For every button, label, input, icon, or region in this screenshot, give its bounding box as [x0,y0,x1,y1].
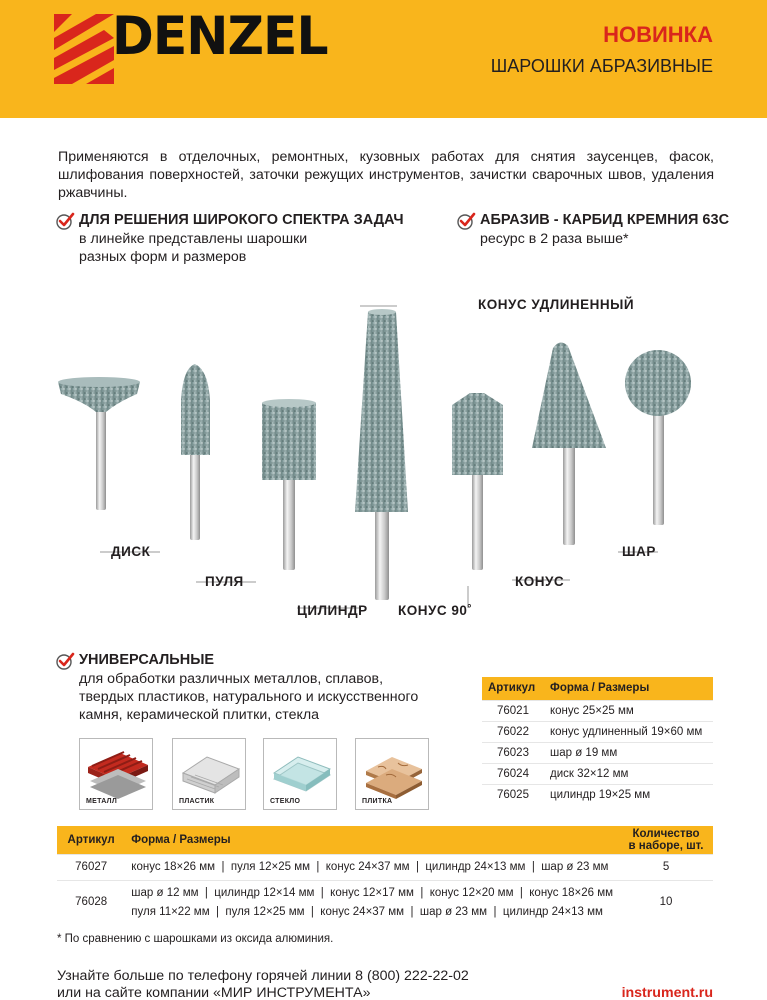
set-contents-cell [125,854,619,880]
check-icon [55,651,75,671]
brand-name: DENZEL [112,6,328,67]
label-long-cone: КОНУС УДЛИНЕННЫЙ [478,297,635,312]
bit-shapes-illustration [0,290,767,630]
table-row [482,763,713,784]
new-badge: НОВИНКА [603,22,713,47]
intro-text: Применяются в отделочных, ремонтных, кузовных работах для снятия заусенцев, фасок, шлифования поверхностей, заточки режущих инструментов, зачистки сварочных швов, удаления ржавчины. [58,149,714,201]
size-cell: шар ø 19 мм [544,742,713,763]
size-cell: диск 32×12 мм [544,763,713,784]
col-article: Артикул [482,677,544,700]
feature-title: АБРАЗИВ - КАРБИД КРЕМНИЯ 63С [480,212,730,228]
check-icon [456,211,476,231]
quantity-header-line: Количество [632,827,700,840]
article-cell: 76028 [57,880,125,925]
header-banner [0,0,767,118]
article-cell: 76027 [57,854,125,880]
col-shape-size: Форма / Размеры [544,677,713,700]
ball-bit [625,350,691,525]
bullet-bit [181,364,210,540]
article-cell: 76023 [482,742,544,763]
table-row [57,880,713,925]
cone90-bit [452,393,503,570]
material-label: МЕТАЛЛ [86,798,118,805]
table-header-row [482,677,713,700]
article-cell: 76022 [482,721,544,742]
quantity-cell: 5 [619,854,713,880]
article-cell: 76024 [482,763,544,784]
article-cell: 76025 [482,784,544,805]
feature-universal [55,652,418,724]
material-label: ПЛИТКА [362,798,393,805]
feature-wide-range [55,212,404,266]
feature-line: в линейке представлены шарошки [79,231,308,247]
single-items-table [482,677,713,805]
col-article: Артикул [57,826,125,854]
table-row [482,742,713,763]
feature-line: разных форм и размеров [79,249,247,265]
material-label: ПЛАСТИК [179,798,215,805]
table-row [482,721,713,742]
size-cell: конус удлиненный 19×60 мм [544,721,713,742]
col-shape-size: Форма / Размеры [125,826,619,854]
feature-text [456,230,729,248]
material-metal [79,738,153,810]
quantity-header-line: в наборе, шт. [628,839,704,852]
feature-title: ДЛЯ РЕШЕНИЯ ШИРОКОГО СПЕКТРА ЗАДАЧ [79,212,404,228]
size-cell: конус 25×25 мм [544,700,713,721]
label-cylinder: ЦИЛИНДР [297,603,368,618]
set-line: шар ø 12 мм | цилиндр 12×14 мм | конус 12×17 мм | конус 12×20 мм | конус 18×26 мм [131,886,614,899]
check-icon [55,211,75,231]
label-cone: КОНУС [515,574,565,589]
page-subtitle: ШАРОШКИ АБРАЗИВНЫЕ [490,56,713,76]
material-glass [263,738,337,810]
disc-bit [58,377,140,510]
label-cone90: КОНУС 90˚ [398,603,473,618]
set-line: пуля 11×22 мм | пуля 12×25 мм | конус 24×37 мм | шар ø 23 мм | цилиндр 24×13 мм [131,905,603,918]
table-row [482,700,713,721]
material-tile [355,738,429,810]
article-cell: 76021 [482,700,544,721]
set-line: конус 18×26 мм | пуля 12×25 мм | конус 24×37 мм | цилиндр 24×13 мм | шар ø 23 мм [131,860,609,873]
bits-graphic [0,290,767,630]
material-label: СТЕКЛО [270,798,301,805]
cylinder-bit [262,399,316,570]
quantity-cell: 10 [619,880,713,925]
label-disc: ДИСК [111,544,151,559]
label-ball: ШАР [622,544,656,559]
feature-text [55,230,404,266]
contact-info [57,968,469,1000]
material-plastic [172,738,246,810]
feature-title: УНИВЕРСАЛЬНЫЕ [79,652,215,668]
feature-line: ресурс в 2 раза выше* [480,231,629,247]
feature-text [55,670,418,724]
hotline-text: Узнайте больше по телефону горячей линии 8 (800) 222-22-02 [57,968,469,984]
table-header-row [57,826,713,854]
feature-line: твердых пластиков, натурального и искусственного [79,689,419,705]
feature-line: для обработки различных металлов, сплавов, [79,671,384,687]
feature-line: камня, керамической плитки, стекла [79,707,320,723]
table-row [482,784,713,805]
label-bullet: ПУЛЯ [205,574,244,589]
cone-bit [532,342,606,545]
table-row [57,854,713,880]
footnote: * По сравнению с шарошками из оксида алюминия. [57,933,334,945]
long-cone-bit [355,309,408,600]
size-cell: цилиндр 19×25 мм [544,784,713,805]
website-link[interactable]: instrument.ru [621,985,713,1000]
col-quantity [619,826,713,854]
feature-abrasive [456,212,729,248]
sets-table [57,826,713,925]
set-contents-cell [125,880,619,925]
company-text: или на сайте компании «МИР ИНСТРУМЕНТА» [57,985,371,1000]
